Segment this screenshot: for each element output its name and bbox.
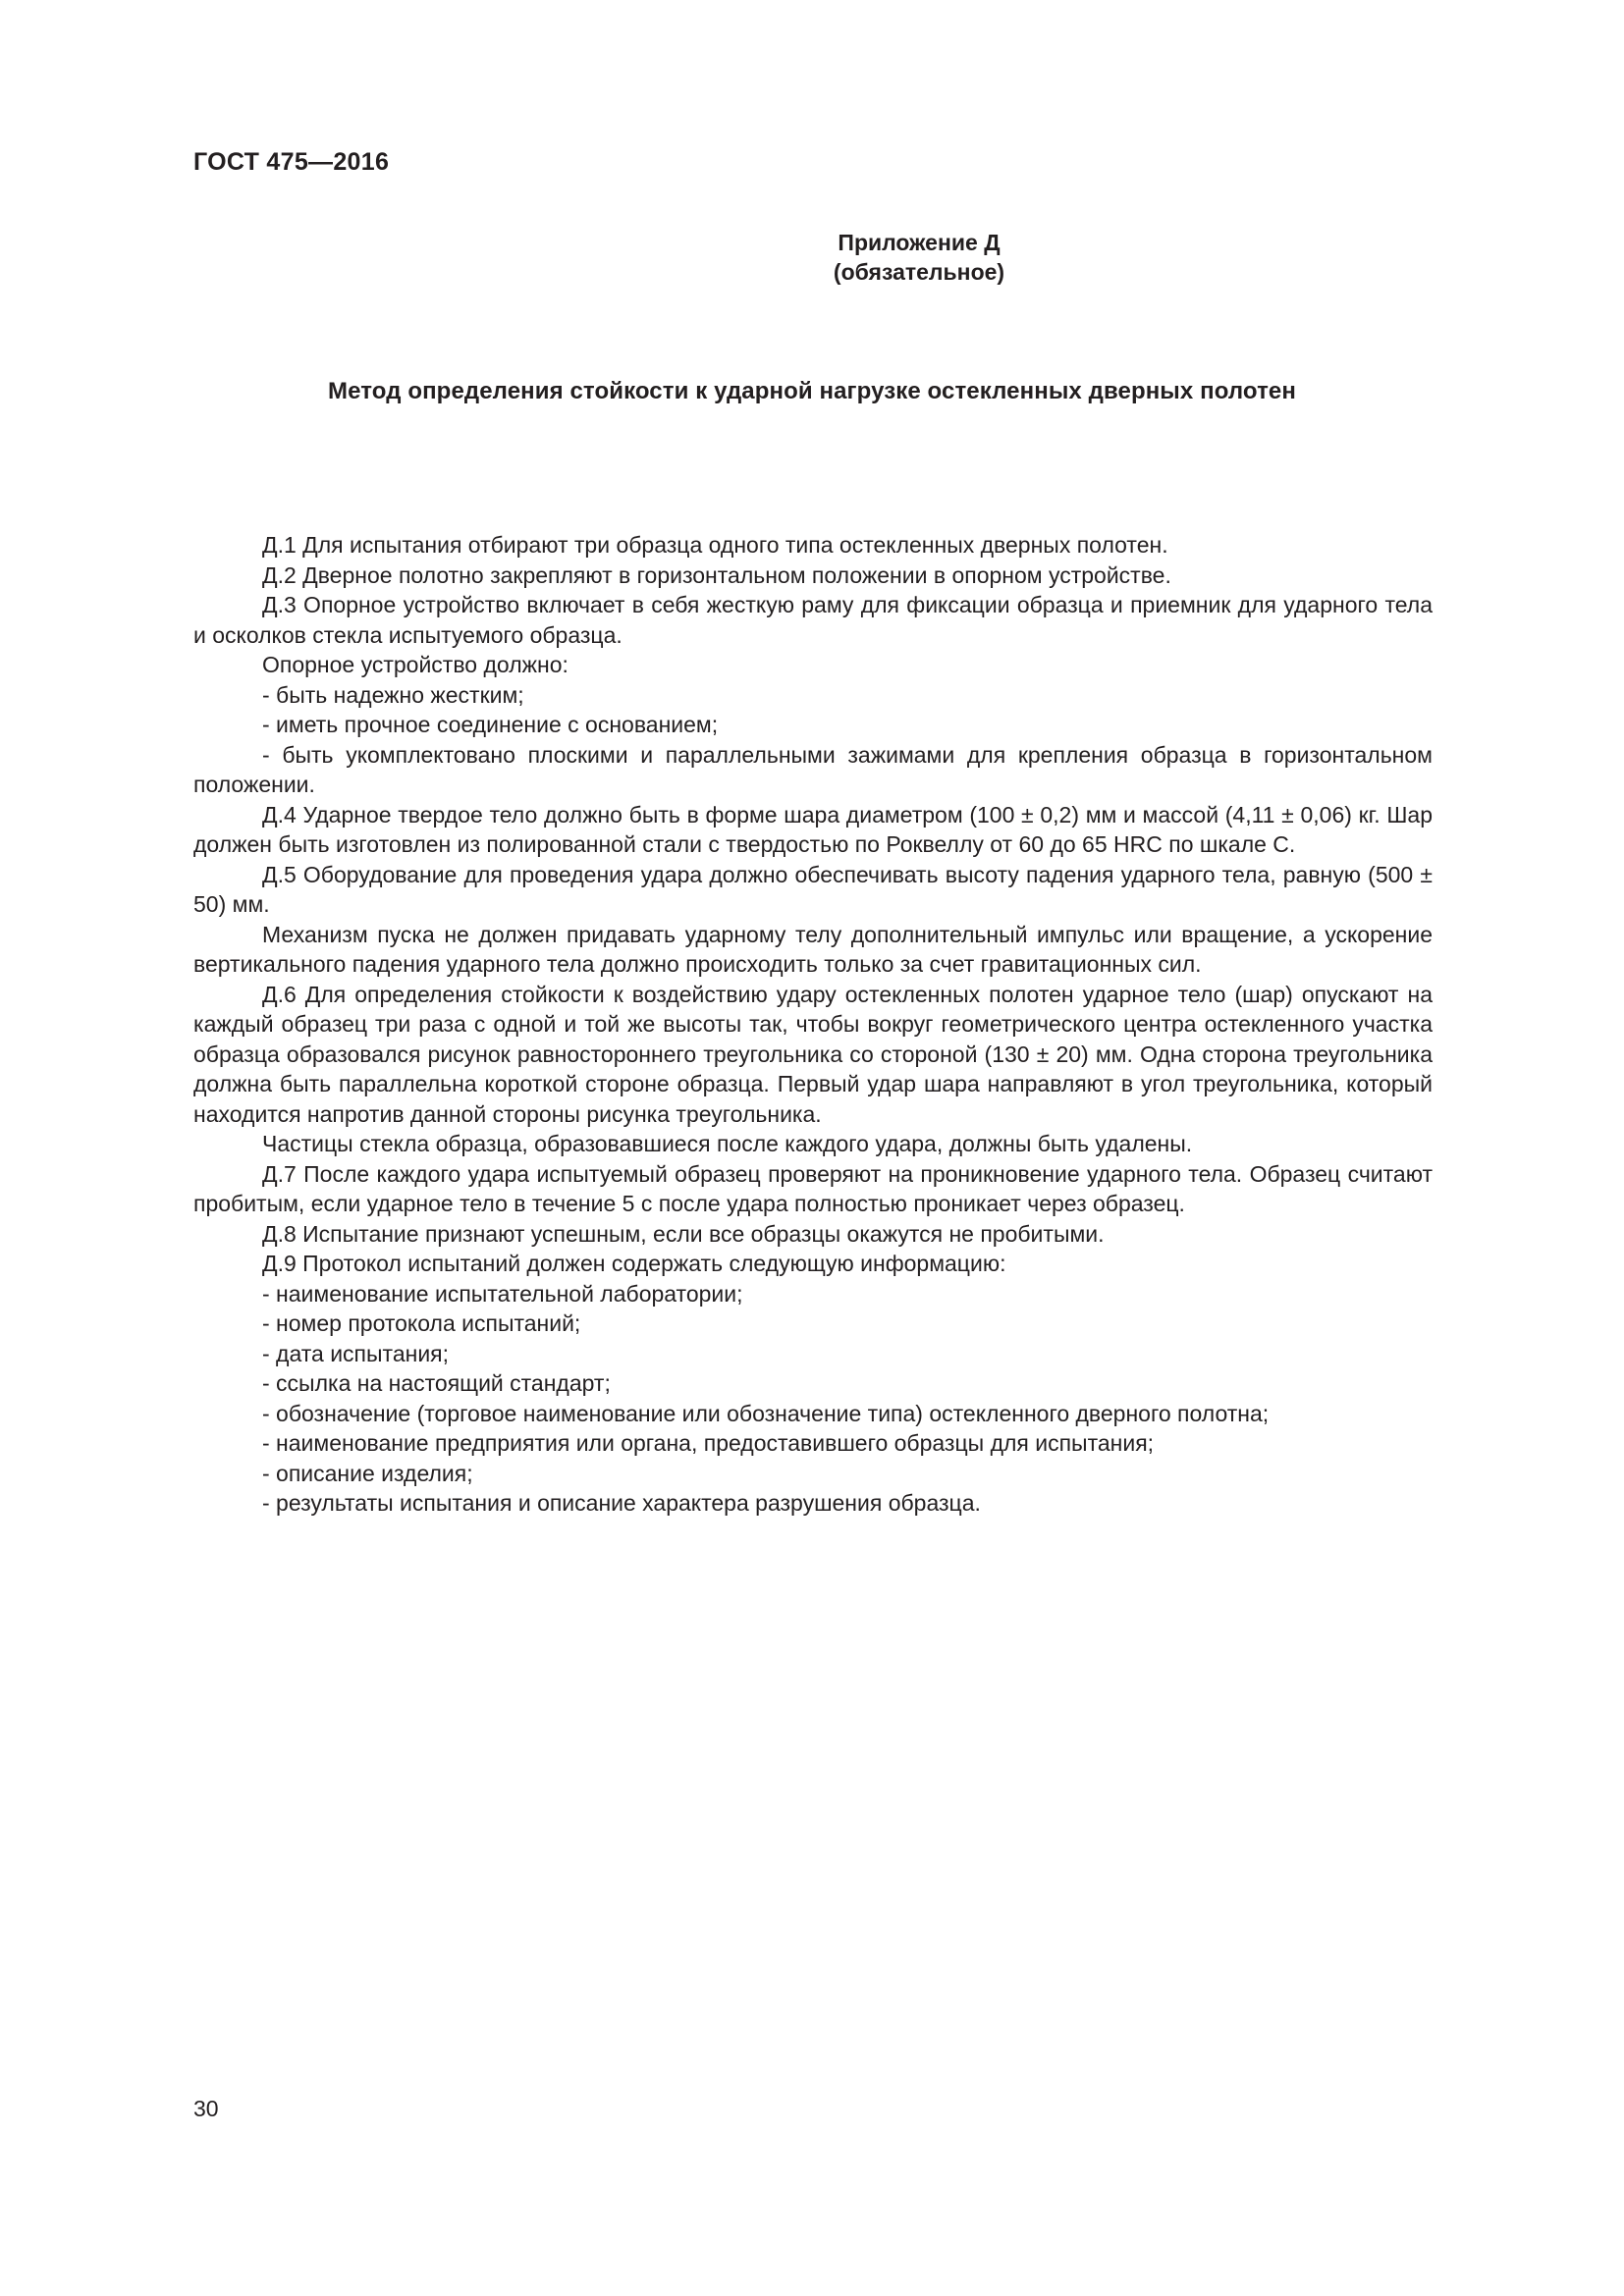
paragraph-d9: Д.9 Протокол испытаний должен содержать следующую информацию: (262, 1251, 1006, 1276)
paragraph-glass-particles: Частицы стекла образца, образовавшиеся после каждого удара, должны быть удалены. (262, 1131, 1193, 1156)
list-item: - номер протокола испытаний; (262, 1310, 581, 1336)
list-item: - описание изделия; (262, 1460, 473, 1486)
paragraph-d5: Д.5 Оборудование для проведения удара должно обеспечивать высоту падения ударного тела, равную (500 ± 50) мм. (193, 861, 1433, 917)
paragraph-support-intro: Опорное устройство должно: (262, 652, 568, 677)
appendix-title: Приложение Д (838, 230, 1001, 255)
list-item: - наименование предприятия или органа, предоставившего образцы для испытания; (262, 1430, 1155, 1456)
list-item: - результаты испытания и описание характера разрушения образца. (262, 1490, 981, 1516)
document-code: ГОСТ 475—2016 (193, 148, 390, 176)
paragraph-launch-mechanism: Механизм пуска не должен придавать ударному телу дополнительный импульс или вращение, а ускорение вертикального падения ударного тела должно происходить только за счет гравитационных сил. (193, 921, 1433, 977)
list-item: - быть надежно жестким; (262, 681, 524, 708)
section-heading: Метод определения стойкости к ударной нагрузке остекленных дверных полотен (328, 378, 1296, 404)
list-item: - быть укомплектовано плоскими и параллельными зажимами для крепления образца в горизонтальном положении. (193, 741, 1433, 797)
appendix-block (0, 228, 1624, 287)
page-number: 30 (193, 2096, 219, 2121)
body-text (193, 530, 1433, 1519)
paragraph-d4: Д.4 Ударное твердое тело должно быть в форме шара диаметром (100 ± 0,2) мм и массой (4,11 ± 0,06) кг. Шар должен быть изготовлен из полированной стали с твердостью по Роквеллу от 60 до 65 HRC по шкале С. (193, 801, 1433, 857)
paragraph-d8: Д.8 Испытание признают успешным, если все образцы окажутся не пробитыми. (262, 1220, 1105, 1247)
list-item: - ссылка на настоящий стандарт; (262, 1370, 611, 1396)
appendix-status: (обязательное) (833, 259, 1005, 285)
list-item: - иметь прочное соединение с основанием; (262, 712, 719, 737)
list-item: - наименование испытательной лаборатории; (262, 1280, 743, 1307)
paragraph-d6: Д.6 Для определения стойкости к воздействию удару остекленных полотен ударное тело (шар) опускают на каждый образец три раза с одной и той же высоты так, чтобы вокруг геометрического центра остекленного участка образца образовался рисунок равностороннего треугольника со стороной (130 ± 20) мм. Одна сторона треугольника должна быть параллельна короткой стороне образца. Первый удар шара направляют в угол треугольника, который находится напротив данной стороны рисунка треугольника. (193, 981, 1433, 1127)
paragraph-d2: Д.2 Дверное полотно закрепляют в горизонтальном положении в опорном устройстве. (262, 561, 1171, 588)
paragraph-d3: Д.3 Опорное устройство включает в себя жесткую раму для фиксации образца и приемник для ударного тела и осколков стекла испытуемого образца. (193, 592, 1433, 648)
list-item: - обозначение (торговое наименование или обозначение типа) остекленного дверного полотна; (262, 1400, 1270, 1426)
paragraph-d7: Д.7 После каждого удара испытуемый образец проверяют на проникновение ударного тела. Образец считают пробитым, если ударное тело в течение 5 с после удара полностью проникает через образец. (193, 1160, 1433, 1216)
paragraph-d1: Д.1 Для испытания отбирают три образца одного типа остекленных дверных полотен. (262, 532, 1168, 558)
list-item: - дата испытания; (262, 1340, 450, 1366)
